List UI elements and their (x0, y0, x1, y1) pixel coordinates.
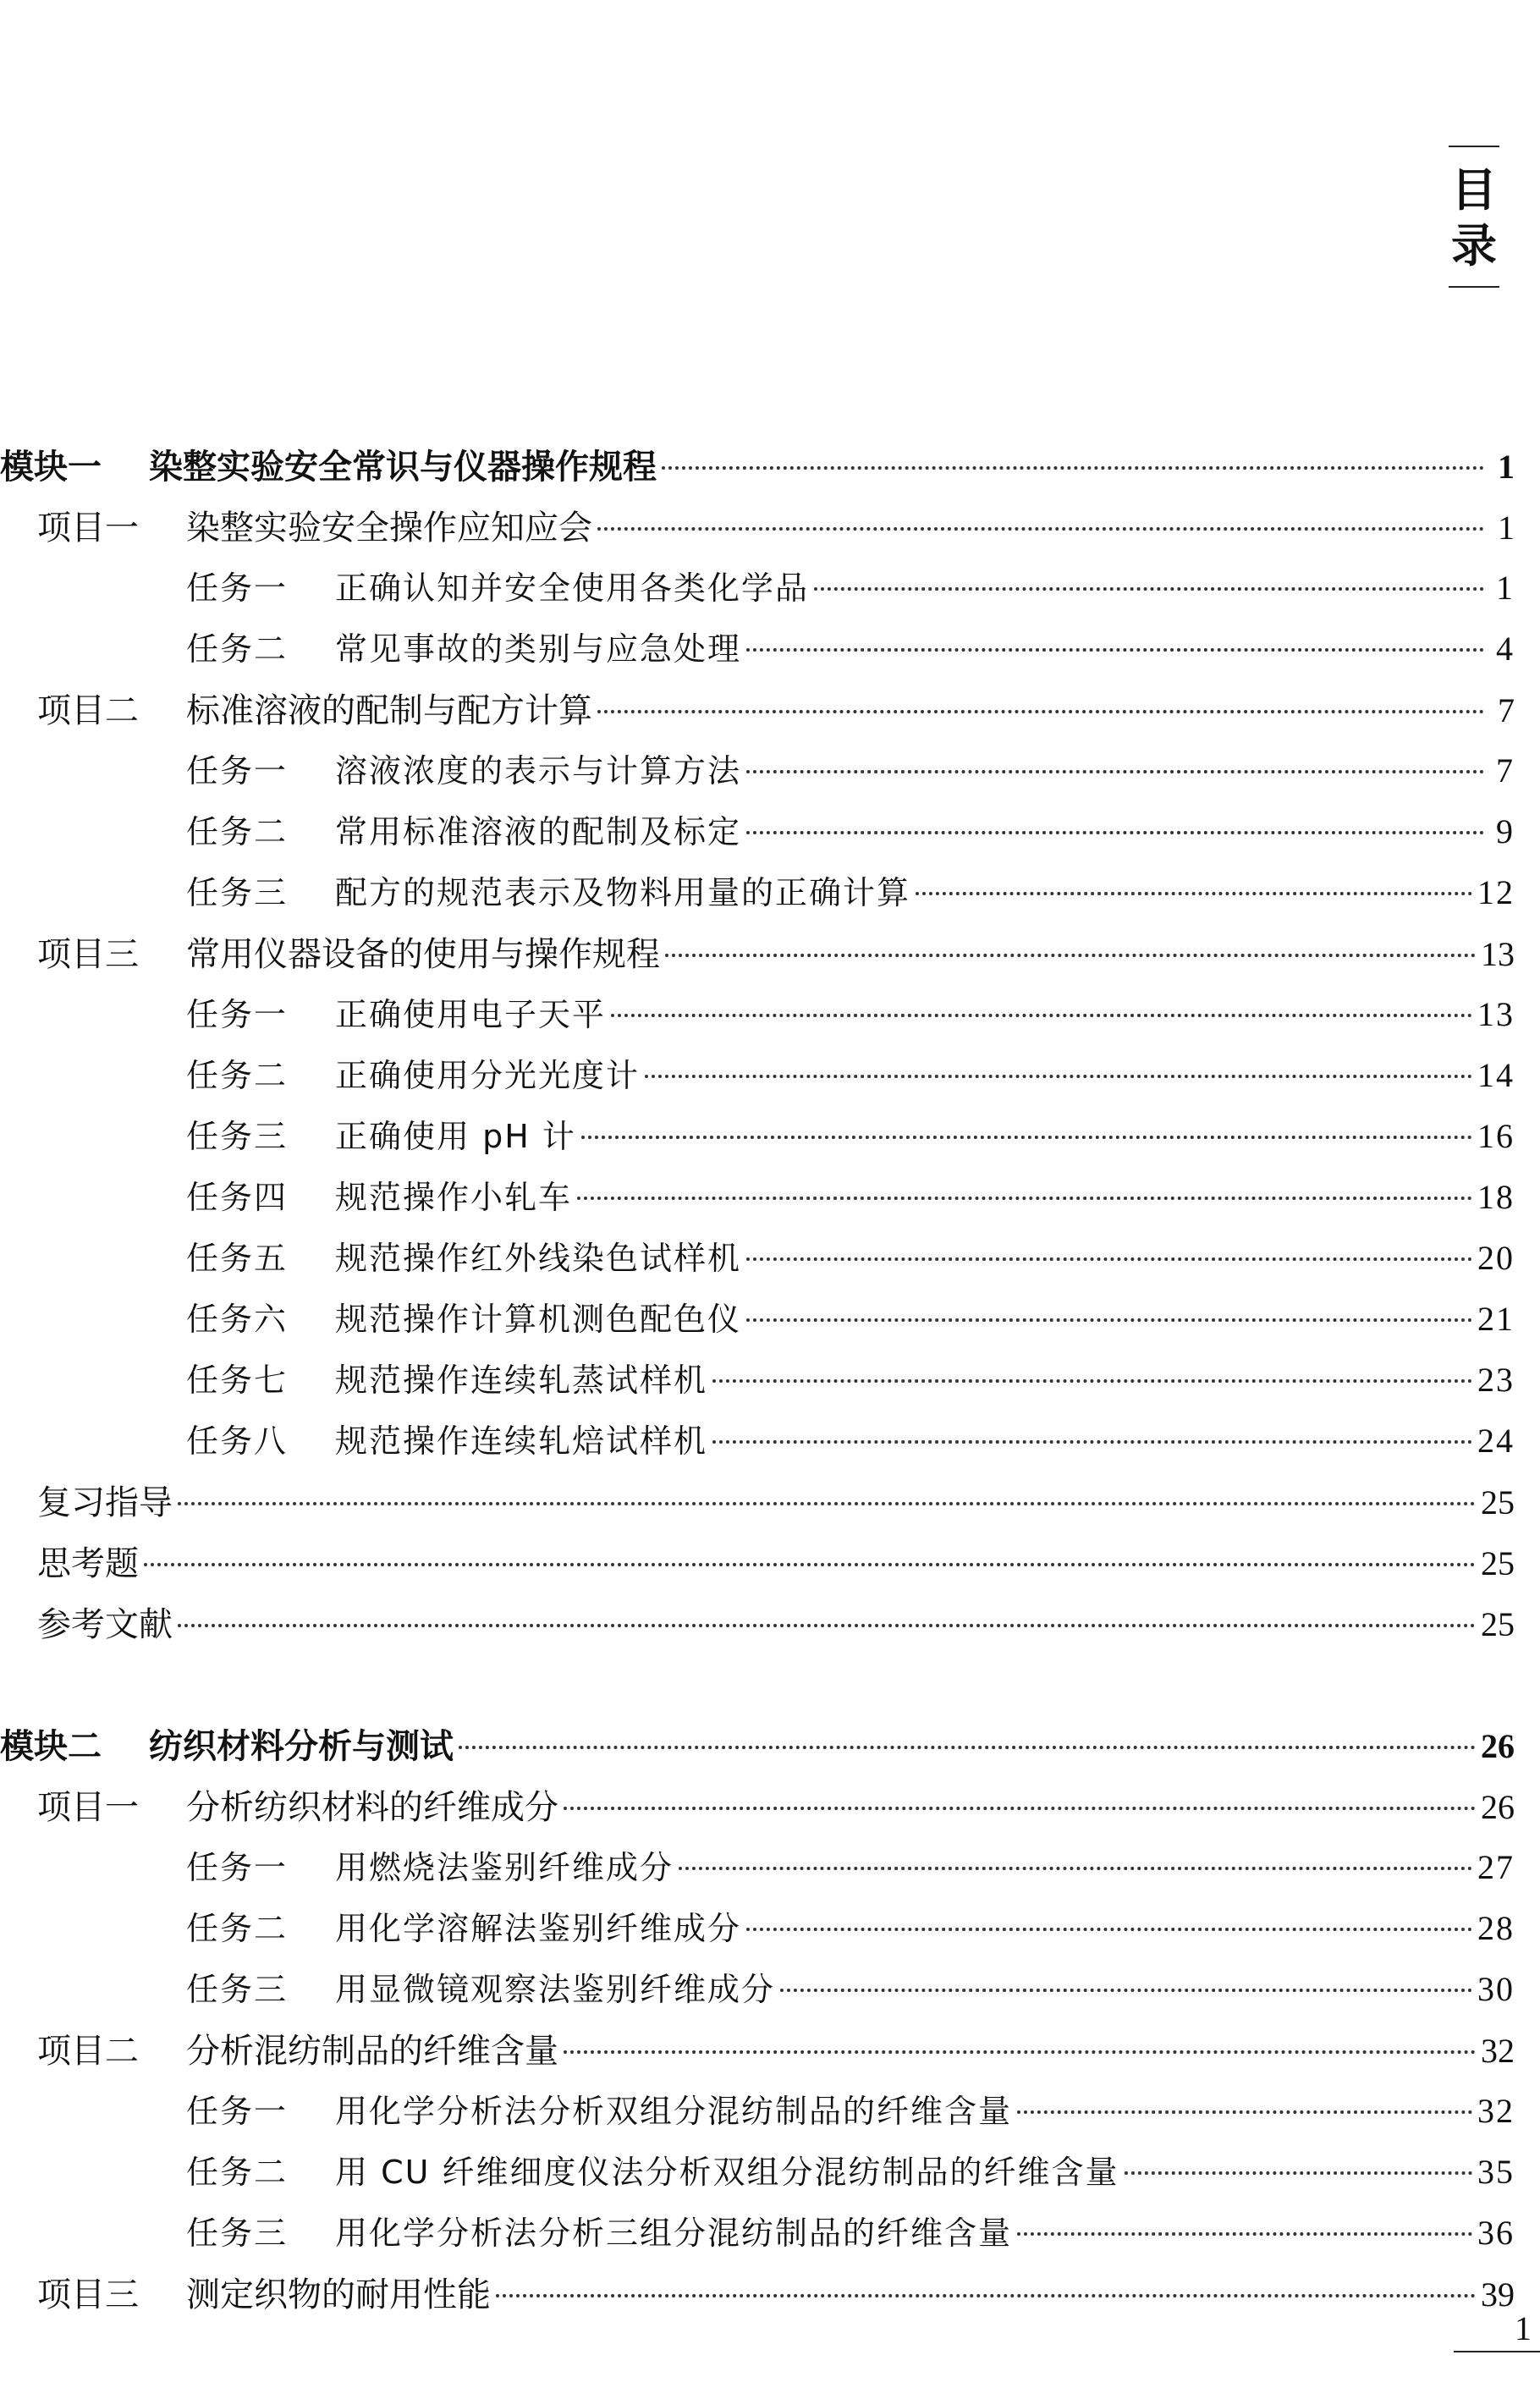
toc-entry-page: 28 (1477, 1909, 1515, 1947)
toc-entry-label: 任务二 (186, 1057, 289, 1094)
dot-leader (597, 710, 1484, 713)
dot-leader (746, 1257, 1472, 1261)
toc-entry-page: 9 (1496, 812, 1515, 850)
toc-entry-label: 任务八 (186, 1422, 289, 1460)
toc-entry[interactable] (0, 1049, 1515, 1110)
toc-entry-title: 标准溶液的配制与配方计算 (186, 691, 592, 730)
dot-leader (712, 1379, 1472, 1383)
toc-entry-page: 18 (1477, 1178, 1515, 1216)
toc-entry[interactable] (0, 623, 1515, 684)
dot-leader (1125, 2171, 1472, 2175)
toc-entry[interactable] (0, 2268, 1515, 2329)
dot-leader (746, 770, 1484, 773)
dot-leader (1017, 2110, 1472, 2114)
toc-entry-title: 用燃烧法鉴别纤维成分 (335, 1849, 674, 1886)
dot-leader (564, 1807, 1476, 1810)
toc-entry-page: 16 (1477, 1117, 1515, 1155)
toc-entry-label: 任务六 (186, 1301, 289, 1338)
toc-entry-title: 染整实验安全常识与仪器操作规程 (149, 448, 657, 487)
toc-entry[interactable] (0, 1293, 1515, 1354)
dot-leader (814, 587, 1484, 591)
toc-entry-page: 32 (1477, 2092, 1515, 2130)
dot-leader (178, 1624, 1476, 1627)
toc-entry[interactable] (0, 684, 1515, 745)
toc-entry-page: 25 (1481, 1544, 1515, 1582)
toc-entry-title: 用显微镜观察法鉴别纤维成分 (335, 1971, 776, 2008)
toc-entry-title: 纺织材料分析与测试 (149, 1727, 454, 1766)
toc-entry[interactable] (0, 1476, 1515, 1537)
toc-entry[interactable] (0, 1415, 1515, 1476)
toc-entry-page: 24 (1477, 1422, 1515, 1460)
dot-leader (577, 1197, 1472, 1200)
toc-entry-page: 1 (1496, 569, 1515, 607)
toc-entry[interactable] (0, 440, 1515, 501)
toc-entry-title: 用 CU 纤维细度仪法分析双组分混纺制品的纤维含量 (335, 2154, 1119, 2191)
toc-entry[interactable] (0, 1841, 1515, 1902)
toc-entry-title: 染整实验安全操作应知应会 (186, 509, 592, 547)
toc-entry-label: 项目一 (37, 509, 139, 547)
dot-leader (746, 831, 1484, 834)
dot-leader (916, 892, 1472, 895)
toc-entry-label: 任务三 (186, 1118, 289, 1155)
toc-entry-page: 13 (1477, 995, 1515, 1033)
toc-entry-title: 规范操作连续轧蒸试样机 (335, 1362, 708, 1399)
toc-entry-page: 20 (1477, 1239, 1515, 1277)
toc-entry-page: 21 (1477, 1300, 1515, 1338)
toc-entry-title: 用化学分析法分析三组分混纺制品的纤维含量 (335, 2215, 1013, 2252)
toc-entry-page: 1 (1498, 509, 1515, 547)
toc-entry[interactable] (0, 1354, 1515, 1415)
toc-entry-label: 项目三 (37, 2275, 139, 2314)
toc-entry[interactable] (0, 867, 1515, 927)
toc-entry-label: 项目三 (37, 935, 139, 974)
dot-leader (746, 648, 1484, 652)
toc-entry-title: 规范操作计算机测色配色仪 (335, 1301, 742, 1338)
toc-entry-label: 任务三 (186, 874, 289, 911)
toc-entry-title: 参考文献 (37, 1605, 173, 1644)
toc-entry-title: 规范操作连续轧焙试样机 (335, 1422, 708, 1460)
toc-entry-label: 项目二 (37, 691, 139, 730)
toc-entry[interactable] (0, 1110, 1515, 1171)
toc-entry-page: 1 (1498, 448, 1515, 486)
toc-entry[interactable] (0, 1902, 1515, 1963)
dot-leader (645, 1075, 1472, 1078)
toc-entry-title: 正确认知并安全使用各类化学品 (335, 569, 810, 607)
dot-leader (746, 1928, 1472, 1931)
dot-leader (496, 2294, 1476, 2297)
toc-entry-label: 模块二 (0, 1727, 102, 1766)
toc-entry-page: 7 (1498, 691, 1515, 729)
toc-entry-title: 正确使用电子天平 (335, 996, 607, 1033)
toc-entry[interactable] (0, 1598, 1515, 1659)
toc-entry[interactable] (0, 745, 1515, 806)
toc-entry-title: 分析混纺制品的纤维含量 (186, 2032, 558, 2071)
dot-leader (679, 1867, 1472, 1870)
toc-entry[interactable] (0, 562, 1515, 623)
toc-entry-page: 12 (1477, 873, 1515, 911)
page-number: 1 (1515, 2309, 1532, 2347)
toc-entry-page: 30 (1477, 1970, 1515, 2008)
dot-leader (144, 1563, 1476, 1566)
toc-entry-page: 35 (1477, 2153, 1515, 2191)
toc-entry-label: 任务一 (186, 752, 289, 790)
toc-entry-page: 4 (1496, 630, 1515, 668)
toc-entry-title: 规范操作红外线染色试样机 (335, 1240, 742, 1277)
toc-entry-page: 26 (1481, 1788, 1515, 1826)
toc-entry-title: 分析纺织材料的纤维成分 (186, 1788, 558, 1827)
toc-entry-label: 任务二 (186, 1910, 289, 1947)
toc-entry[interactable] (0, 988, 1515, 1049)
toc-entry[interactable] (0, 2085, 1515, 2146)
toc-entry[interactable] (0, 927, 1515, 988)
toc-entry[interactable] (0, 1719, 1515, 1780)
toc-entry-label: 任务四 (186, 1179, 289, 1216)
dot-leader (564, 2050, 1476, 2054)
toc-entry-title: 思考题 (37, 1544, 139, 1583)
toc-entry-page: 25 (1481, 1605, 1515, 1643)
dot-leader (178, 1502, 1476, 1505)
toc-entry-page: 13 (1481, 935, 1515, 973)
toc-entry-label: 任务三 (186, 1971, 289, 2008)
toc-entry-label: 任务七 (186, 1362, 289, 1399)
toc-entry[interactable] (0, 501, 1515, 562)
dot-leader (780, 1989, 1472, 1992)
toc-entry-page: 14 (1477, 1056, 1515, 1094)
toc-entry-page: 25 (1481, 1483, 1515, 1521)
toc-entry[interactable] (0, 1963, 1515, 2024)
toc-entry-label: 项目二 (37, 2032, 139, 2071)
toc-entry-page: 39 (1481, 2275, 1515, 2314)
dot-leader (581, 1136, 1472, 1139)
toc-entry-page: 7 (1496, 751, 1515, 790)
toc-entry-page: 23 (1477, 1361, 1515, 1399)
toc-entry-title: 测定织物的耐用性能 (186, 2275, 491, 2314)
toc-entry-label: 任务五 (186, 1240, 289, 1277)
toc-entry-page: 27 (1477, 1848, 1515, 1886)
toc-entry[interactable] (0, 2207, 1515, 2268)
dot-leader (665, 954, 1476, 957)
toc-entry-label: 任务一 (186, 996, 289, 1033)
toc-entry[interactable] (0, 2024, 1515, 2085)
toc-entry[interactable] (0, 2146, 1515, 2207)
toc-entry-title: 常用仪器设备的使用与操作规程 (186, 935, 660, 974)
toc-entry-label: 任务一 (186, 569, 289, 607)
toc-entry-label: 任务二 (186, 630, 289, 668)
toc-heading (1449, 146, 1499, 288)
dot-leader (712, 1440, 1472, 1444)
footer-rule (1454, 2351, 1540, 2352)
toc-entry-title: 规范操作小轧车 (335, 1179, 573, 1216)
toc-entry-label: 任务二 (186, 813, 289, 850)
toc-entry-label: 模块一 (0, 448, 102, 487)
toc-entry[interactable] (0, 1232, 1515, 1293)
toc-entry[interactable] (0, 1537, 1515, 1598)
heading-char-mu: 目 (1451, 163, 1497, 217)
toc-entry-title: 常用标准溶液的配制及标定 (335, 813, 742, 850)
toc-entry-label: 任务二 (186, 2154, 289, 2191)
toc-entry-page: 36 (1477, 2214, 1515, 2252)
dot-leader (746, 1318, 1472, 1322)
toc-entry-page: 32 (1481, 2032, 1515, 2070)
toc-entry-title: 用化学分析法分析双组分混纺制品的纤维含量 (335, 2093, 1013, 2130)
dot-leader (611, 1014, 1472, 1017)
toc-entry-label: 任务一 (186, 1849, 289, 1886)
table-of-contents (0, 440, 1515, 2329)
toc-entry-title: 溶液浓度的表示与计算方法 (335, 752, 742, 790)
toc-entry[interactable] (0, 1171, 1515, 1232)
dot-leader (459, 1746, 1476, 1749)
toc-entry-label: 项目一 (37, 1788, 139, 1827)
toc-entry-title: 常见事故的类别与应急处理 (335, 630, 742, 668)
toc-entry-page: 26 (1481, 1727, 1515, 1765)
toc-entry-title: 配方的规范表示及物料用量的正确计算 (335, 874, 911, 911)
toc-entry[interactable] (0, 1780, 1515, 1841)
toc-entry[interactable] (0, 806, 1515, 867)
toc-entry-title: 用化学溶解法鉴别纤维成分 (335, 1910, 742, 1947)
toc-entry-title: 正确使用分光光度计 (335, 1057, 641, 1094)
dot-leader (662, 466, 1484, 470)
toc-entry-label: 任务一 (186, 2093, 289, 2130)
dot-leader (1017, 2232, 1472, 2236)
toc-entry-label: 任务三 (186, 2215, 289, 2252)
heading-char-lu: 录 (1451, 219, 1497, 272)
toc-entry-title: 正确使用 pH 计 (335, 1118, 576, 1155)
dot-leader (597, 527, 1484, 531)
toc-entry-title: 复习指导 (37, 1483, 173, 1522)
